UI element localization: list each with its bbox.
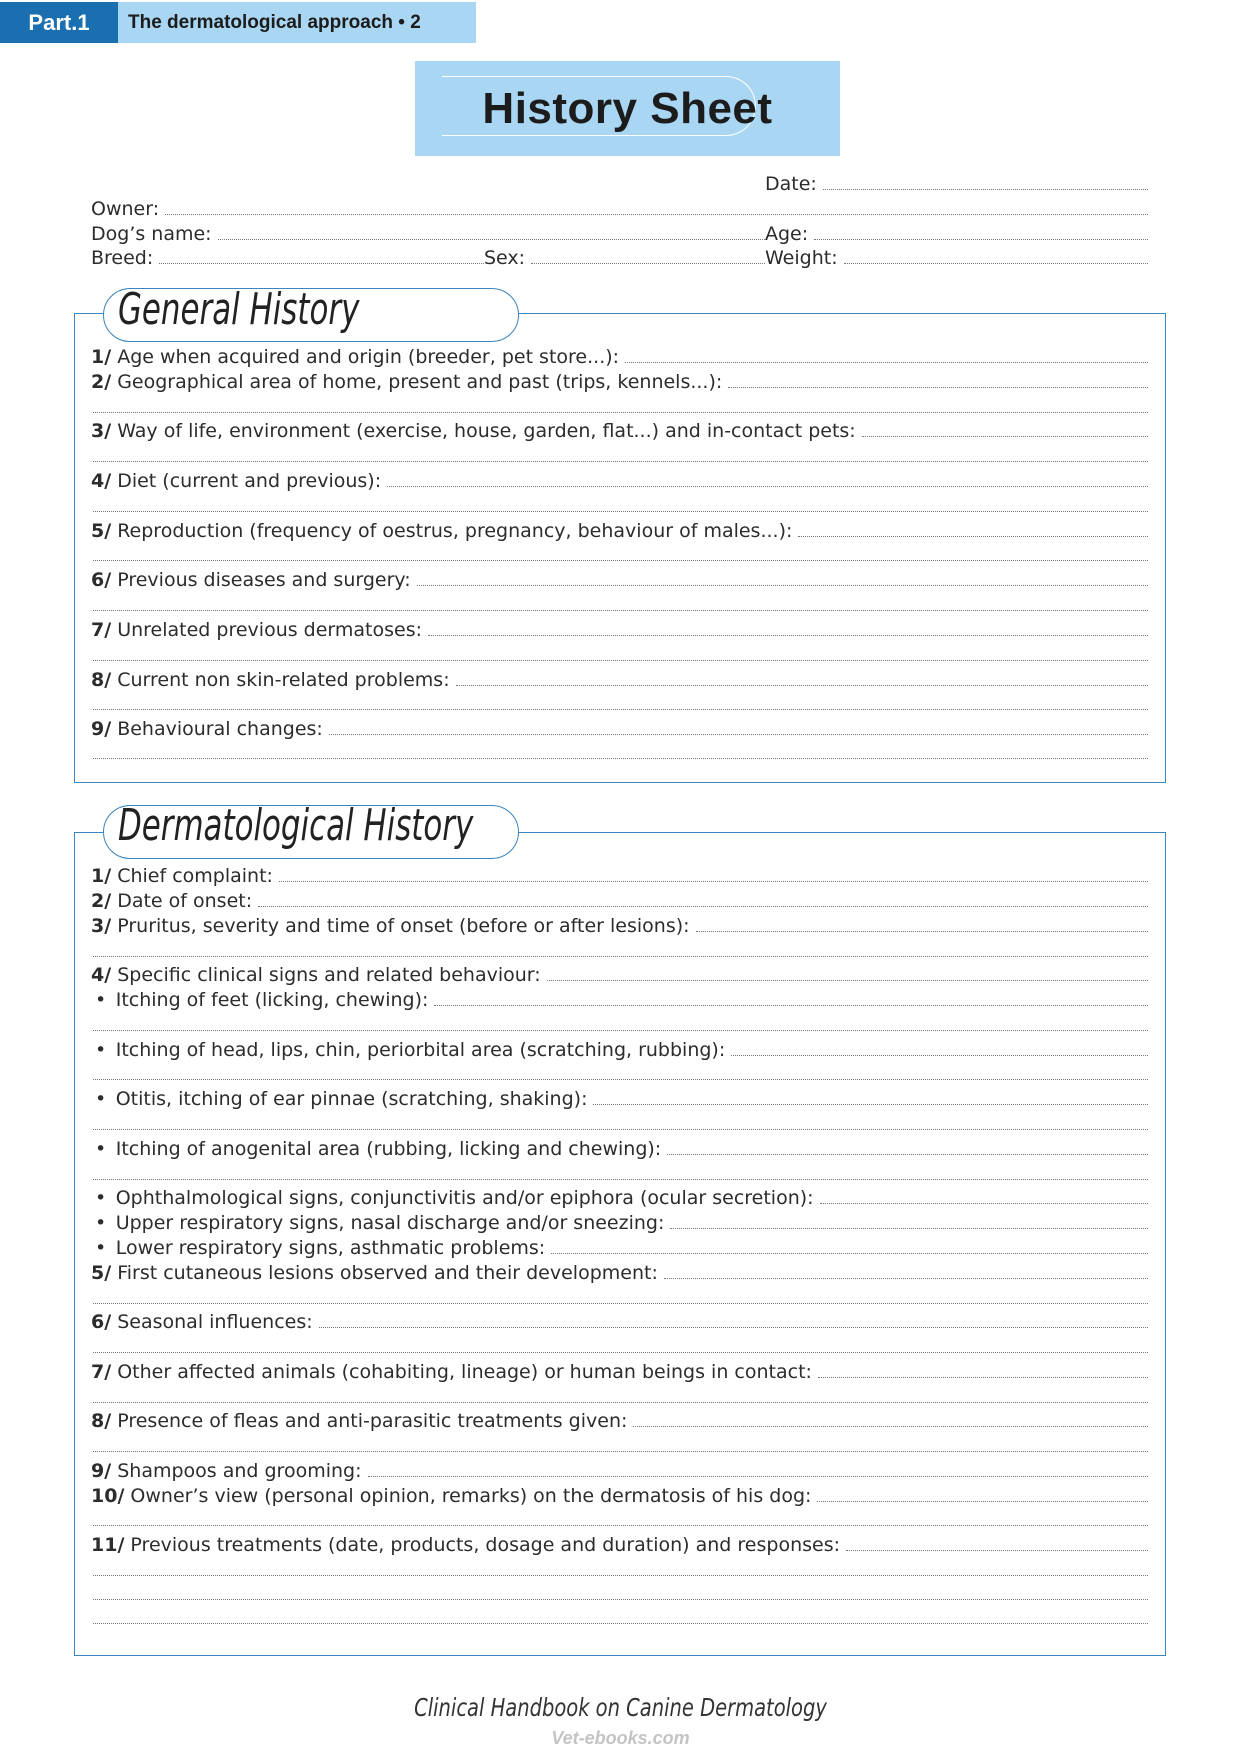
bullet: • bbox=[95, 1088, 107, 1110]
page-title: History Sheet bbox=[482, 84, 773, 133]
item-text: Otitis, itching of ear pinnae (scratching, shaking): bbox=[106, 1088, 588, 1110]
item-number: 7/ bbox=[91, 619, 112, 641]
item-text: First cutaneous lesions observed and their development: bbox=[111, 1262, 658, 1284]
dermatological-history-blank-line[interactable] bbox=[93, 1401, 1148, 1403]
dermatological-history-item-label bbox=[91, 1262, 664, 1284]
weight-label: Weight: bbox=[765, 247, 838, 269]
item-number: 8/ bbox=[91, 1410, 112, 1432]
item-text: Previous treatments (date, products, dosage and duration) and responses: bbox=[124, 1534, 840, 1556]
item-number: 11/ bbox=[91, 1534, 125, 1556]
date-field[interactable] bbox=[765, 170, 1148, 195]
general-history-blank-line[interactable] bbox=[93, 411, 1148, 413]
item-number: 2/ bbox=[91, 371, 112, 393]
breed-label: Breed: bbox=[91, 247, 154, 269]
dermatological-history-item[interactable] bbox=[91, 1407, 1148, 1432]
item-text: Itching of anogenital area (rubbing, licking and chewing): bbox=[106, 1138, 662, 1160]
dermatological-history-item-label bbox=[95, 989, 434, 1011]
item-text: Way of life, environment (exercise, house, garden, flat...) and in-contact pets: bbox=[111, 420, 856, 442]
general-history-item-label bbox=[91, 669, 456, 691]
dermatological-history-item[interactable] bbox=[95, 1209, 1148, 1234]
bullet: • bbox=[95, 1039, 107, 1061]
dermatological-history-item[interactable] bbox=[91, 1358, 1148, 1383]
bullet: • bbox=[95, 1138, 107, 1160]
owner-label: Owner: bbox=[91, 198, 160, 220]
dermatological-history-blank-line[interactable] bbox=[93, 1450, 1148, 1452]
dermatological-history-item[interactable] bbox=[95, 986, 1148, 1011]
sex-label: Sex: bbox=[484, 247, 526, 269]
weight-field[interactable] bbox=[765, 244, 1148, 269]
dermatological-history-item[interactable] bbox=[91, 1531, 1148, 1556]
dermatological-history-blank-line[interactable] bbox=[93, 1078, 1148, 1080]
dermatological-history-item[interactable] bbox=[95, 1085, 1148, 1110]
age-field[interactable] bbox=[765, 220, 1148, 245]
dermatological-history-item[interactable] bbox=[95, 1184, 1148, 1209]
item-text: Itching of head, lips, chin, periorbital area (scratching, rubbing): bbox=[106, 1039, 726, 1061]
general-history-item[interactable] bbox=[91, 417, 1148, 442]
footer-book-title: Clinical Handbook on Canine Dermatology bbox=[414, 1693, 827, 1722]
item-text: Geographical area of home, present and past (trips, kennels...): bbox=[111, 371, 723, 393]
dermatological-history-item-label bbox=[91, 1485, 817, 1507]
item-text: Chief complaint: bbox=[111, 865, 273, 887]
general-history-item-label bbox=[91, 569, 417, 591]
item-number: 4/ bbox=[91, 964, 112, 986]
general-history-item-label bbox=[91, 520, 798, 542]
date-label: Date: bbox=[765, 173, 817, 195]
item-text: Current non skin-related problems: bbox=[111, 669, 450, 691]
item-text: Lower respiratory signs, asthmatic problems: bbox=[106, 1237, 546, 1259]
general-history-item-label bbox=[91, 371, 728, 393]
item-number: 9/ bbox=[91, 718, 112, 740]
item-number: 6/ bbox=[91, 1311, 112, 1333]
item-number: 6/ bbox=[91, 569, 112, 591]
dermatological-history-blank-line[interactable] bbox=[93, 1029, 1148, 1031]
general-history-item[interactable] bbox=[91, 517, 1148, 542]
general-history-item[interactable] bbox=[91, 368, 1148, 393]
item-text: Behavioural changes: bbox=[111, 718, 323, 740]
dermatological-history-item-label bbox=[91, 1534, 846, 1556]
dermatological-history-blank-line[interactable] bbox=[93, 955, 1148, 957]
dermatological-history-blank-line[interactable] bbox=[93, 1622, 1148, 1624]
dermatological-history-item-label bbox=[95, 1039, 731, 1061]
item-text: Seasonal influences: bbox=[111, 1311, 313, 1333]
item-number: 4/ bbox=[91, 470, 112, 492]
item-text: Itching of feet (licking, chewing): bbox=[106, 989, 429, 1011]
item-text: Age when acquired and origin (breeder, pet store...): bbox=[111, 346, 620, 368]
dermatological-history-title: Dermatological History bbox=[118, 800, 474, 851]
part-badge: Part.1 bbox=[0, 2, 118, 43]
dermatological-history-blank-line[interactable] bbox=[93, 1351, 1148, 1353]
dermatological-history-item-label bbox=[91, 964, 547, 986]
dermatological-history-blank-line[interactable] bbox=[93, 1128, 1148, 1130]
item-text: Ophthalmological signs, conjunctivitis and/or epiphora (ocular secretion): bbox=[106, 1187, 814, 1209]
general-history-item[interactable] bbox=[91, 715, 1148, 740]
general-history-blank-line[interactable] bbox=[93, 510, 1148, 512]
item-number: 9/ bbox=[91, 1460, 112, 1482]
chapter-header: The dermatological approach • 2 bbox=[118, 2, 476, 43]
dogs-name-label: Dog’s name: bbox=[91, 223, 212, 245]
item-number: 1/ bbox=[91, 865, 112, 887]
general-history-item-label bbox=[91, 619, 428, 641]
bullet: • bbox=[95, 1187, 107, 1209]
dermatological-history-item-label bbox=[91, 915, 696, 937]
dermatological-history-item[interactable] bbox=[91, 1308, 1148, 1333]
item-text: Upper respiratory signs, nasal discharge and/or sneezing: bbox=[106, 1212, 665, 1234]
bullet: • bbox=[95, 1212, 107, 1234]
age-label: Age: bbox=[765, 223, 809, 245]
footer-watermark: Vet-ebooks.com bbox=[551, 1728, 690, 1748]
general-history-blank-line[interactable] bbox=[93, 757, 1148, 759]
dermatological-history-blank-line[interactable] bbox=[93, 1524, 1148, 1526]
dermatological-history-item-label bbox=[95, 1088, 593, 1110]
item-text: Reproduction (frequency of oestrus, pregnancy, behaviour of males...): bbox=[111, 520, 793, 542]
item-text: Presence of fleas and anti-parasitic treatments given: bbox=[111, 1410, 628, 1432]
dermatological-history-item-label bbox=[91, 1361, 818, 1383]
dermatological-history-item[interactable] bbox=[91, 887, 1148, 912]
dermatological-history-item-label bbox=[91, 890, 258, 912]
dermatological-history-item[interactable] bbox=[91, 961, 1148, 986]
item-text: Unrelated previous dermatoses: bbox=[111, 619, 423, 641]
item-number: 7/ bbox=[91, 1361, 112, 1383]
general-history-item[interactable] bbox=[91, 616, 1148, 641]
dermatological-history-item[interactable] bbox=[91, 1482, 1148, 1507]
item-number: 10/ bbox=[91, 1485, 125, 1507]
general-history-item-label bbox=[91, 420, 862, 442]
item-text: Specific clinical signs and related behaviour: bbox=[111, 964, 541, 986]
dermatological-history-item[interactable] bbox=[91, 1259, 1148, 1284]
item-number: 5/ bbox=[91, 520, 112, 542]
dermatological-history-item-label bbox=[95, 1138, 667, 1160]
dermatological-history-item-label bbox=[95, 1212, 670, 1234]
dermatological-history-item[interactable] bbox=[95, 1135, 1148, 1160]
dermatological-history-item[interactable] bbox=[95, 1036, 1148, 1061]
dermatological-history-item[interactable] bbox=[91, 912, 1148, 937]
general-history-item-label bbox=[91, 470, 387, 492]
dermatological-history-item-label bbox=[91, 1460, 368, 1482]
dermatological-history-item[interactable] bbox=[91, 862, 1148, 887]
item-text: Date of onset: bbox=[111, 890, 253, 912]
dermatological-history-blank-line[interactable] bbox=[93, 1598, 1148, 1600]
dermatological-history-item-label bbox=[91, 1410, 633, 1432]
general-history-blank-line[interactable] bbox=[93, 559, 1148, 561]
item-number: 3/ bbox=[91, 915, 112, 937]
dermatological-history-item-label bbox=[91, 865, 279, 887]
sex-field[interactable] bbox=[484, 244, 765, 269]
item-number: 8/ bbox=[91, 669, 112, 691]
dogs-name-field[interactable] bbox=[91, 220, 765, 245]
item-text: Diet (current and previous): bbox=[111, 470, 382, 492]
dermatological-history-blank-line[interactable] bbox=[93, 1178, 1148, 1180]
general-history-item[interactable] bbox=[91, 343, 1148, 368]
item-number: 5/ bbox=[91, 1262, 112, 1284]
item-text: Previous diseases and surgery: bbox=[111, 569, 411, 591]
bullet: • bbox=[95, 1237, 107, 1259]
dermatological-history-item-label bbox=[95, 1187, 820, 1209]
general-history-blank-line[interactable] bbox=[93, 609, 1148, 611]
dermatological-history-item-label bbox=[95, 1237, 551, 1259]
dermatological-history-blank-line[interactable] bbox=[93, 1302, 1148, 1304]
dermatological-history-blank-line[interactable] bbox=[93, 1574, 1148, 1576]
dermatological-history-item-label bbox=[91, 1311, 319, 1333]
bullet: • bbox=[95, 989, 107, 1011]
item-text: Shampoos and grooming: bbox=[111, 1460, 362, 1482]
general-history-item[interactable] bbox=[91, 467, 1148, 492]
general-history-blank-line[interactable] bbox=[93, 659, 1148, 661]
general-history-item[interactable] bbox=[91, 666, 1148, 691]
general-history-item[interactable] bbox=[91, 566, 1148, 591]
general-history-item-label bbox=[91, 718, 329, 740]
breed-field[interactable] bbox=[91, 244, 484, 269]
general-history-blank-line[interactable] bbox=[93, 460, 1148, 462]
general-history-item-label bbox=[91, 346, 625, 368]
item-number: 1/ bbox=[91, 346, 112, 368]
item-number: 2/ bbox=[91, 890, 112, 912]
dermatological-history-item[interactable] bbox=[95, 1234, 1148, 1259]
owner-field[interactable] bbox=[91, 195, 1148, 220]
item-number: 3/ bbox=[91, 420, 112, 442]
general-history-title: General History bbox=[118, 284, 360, 335]
general-history-blank-line[interactable] bbox=[93, 708, 1148, 710]
item-text: Other affected animals (cohabiting, lineage) or human beings in contact: bbox=[111, 1361, 812, 1383]
item-text: Pruritus, severity and time of onset (before or after lesions): bbox=[111, 915, 690, 937]
dermatological-history-item[interactable] bbox=[91, 1457, 1148, 1482]
item-text: Owner’s view (personal opinion, remarks) on the dermatosis of his dog: bbox=[124, 1485, 812, 1507]
